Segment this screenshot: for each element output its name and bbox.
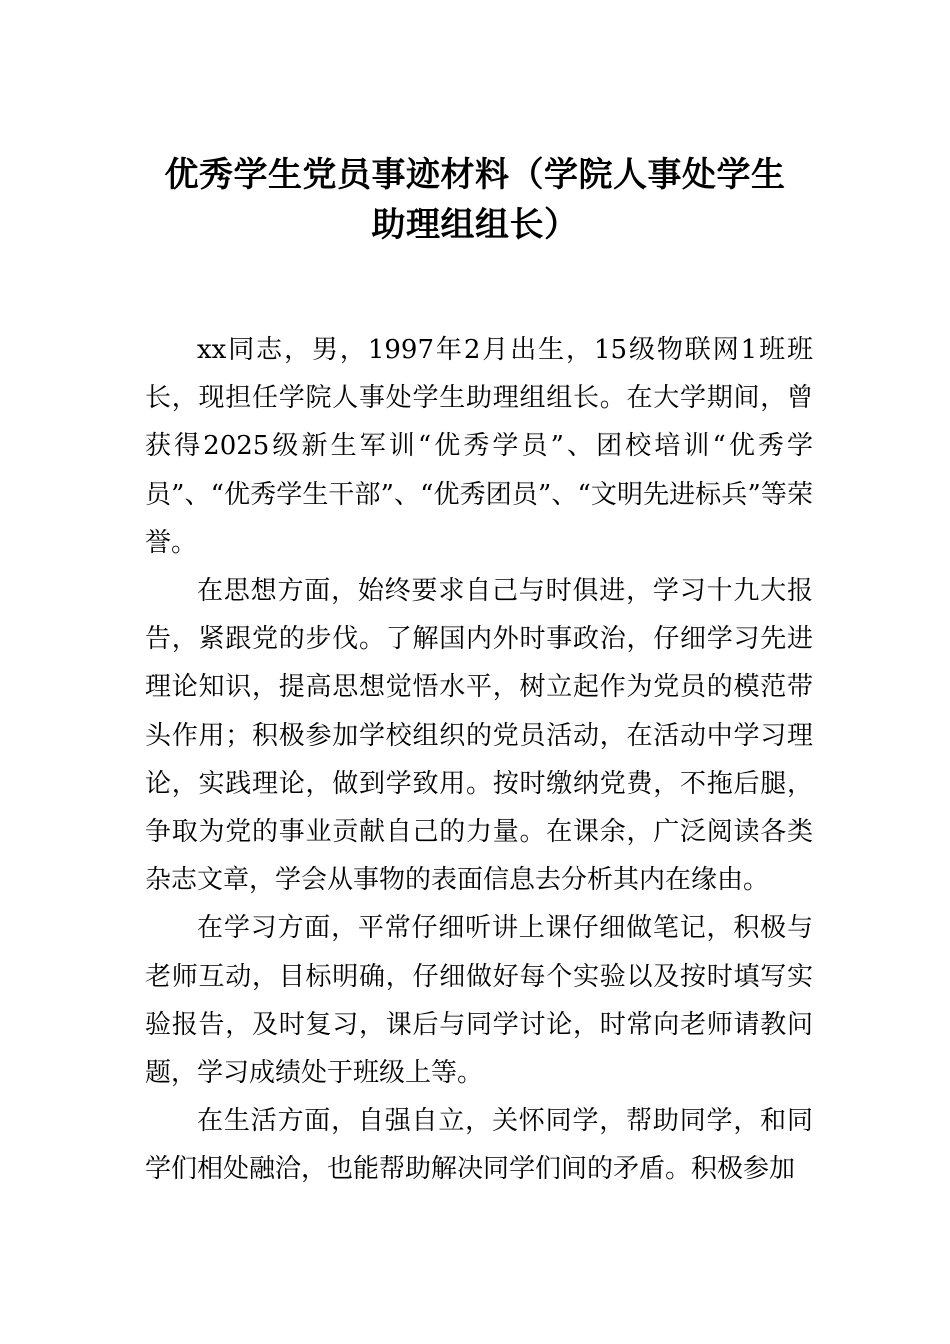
document-body [145,326,813,1194]
title-line-2: 助理组组长） [371,205,579,245]
document-title [100,150,850,250]
paragraph-intro: xx同志，男，1997年2月出生，15级物联网1班班长，现担任学院人事处学生助理组组长。在大学期间，曾获得2025级新生军训“优秀学员”、团校培训“优秀学员”、“优秀学生干部”、“优秀团员”、“文明先进标兵”等荣誉。 [145,335,813,558]
paragraph-study: 在学习方面，平常仔细听讲上课仔细做笔记，积极与老师互动，目标明确，仔细做好每个实验以及按时填写实验报告，及时复习，课后与同学讨论，时常向老师请教问题，学习成绩处于班级上等。 [145,913,813,1089]
paragraph-ideology: 在思想方面，始终要求自己与时俱进，学习十九大报告，紧跟党的步伐。了解国内外时事政治，仔细学习先进理论知识，提高思想觉悟水平，树立起作为党员的模范带头作用；积极参加学校组织的党员活动，在活动中学习理论，实践理论，做到学致用。按时缴纳党费，不拖后腿，争取为党的事业贡献自己的力量。在课余，广泛阅读各类杂志文章，学会从事物的表面信息去分析其内在缘由。 [145,576,813,896]
title-line-1: 优秀学生党员事迹材料（学院人事处学生 [164,155,786,195]
paragraph-life: 在生活方面，自强自立，关怀同学，帮助同学，和同学们相处融洽，也能帮助解决同学们间的矛盾。积极参加 [145,1106,813,1185]
